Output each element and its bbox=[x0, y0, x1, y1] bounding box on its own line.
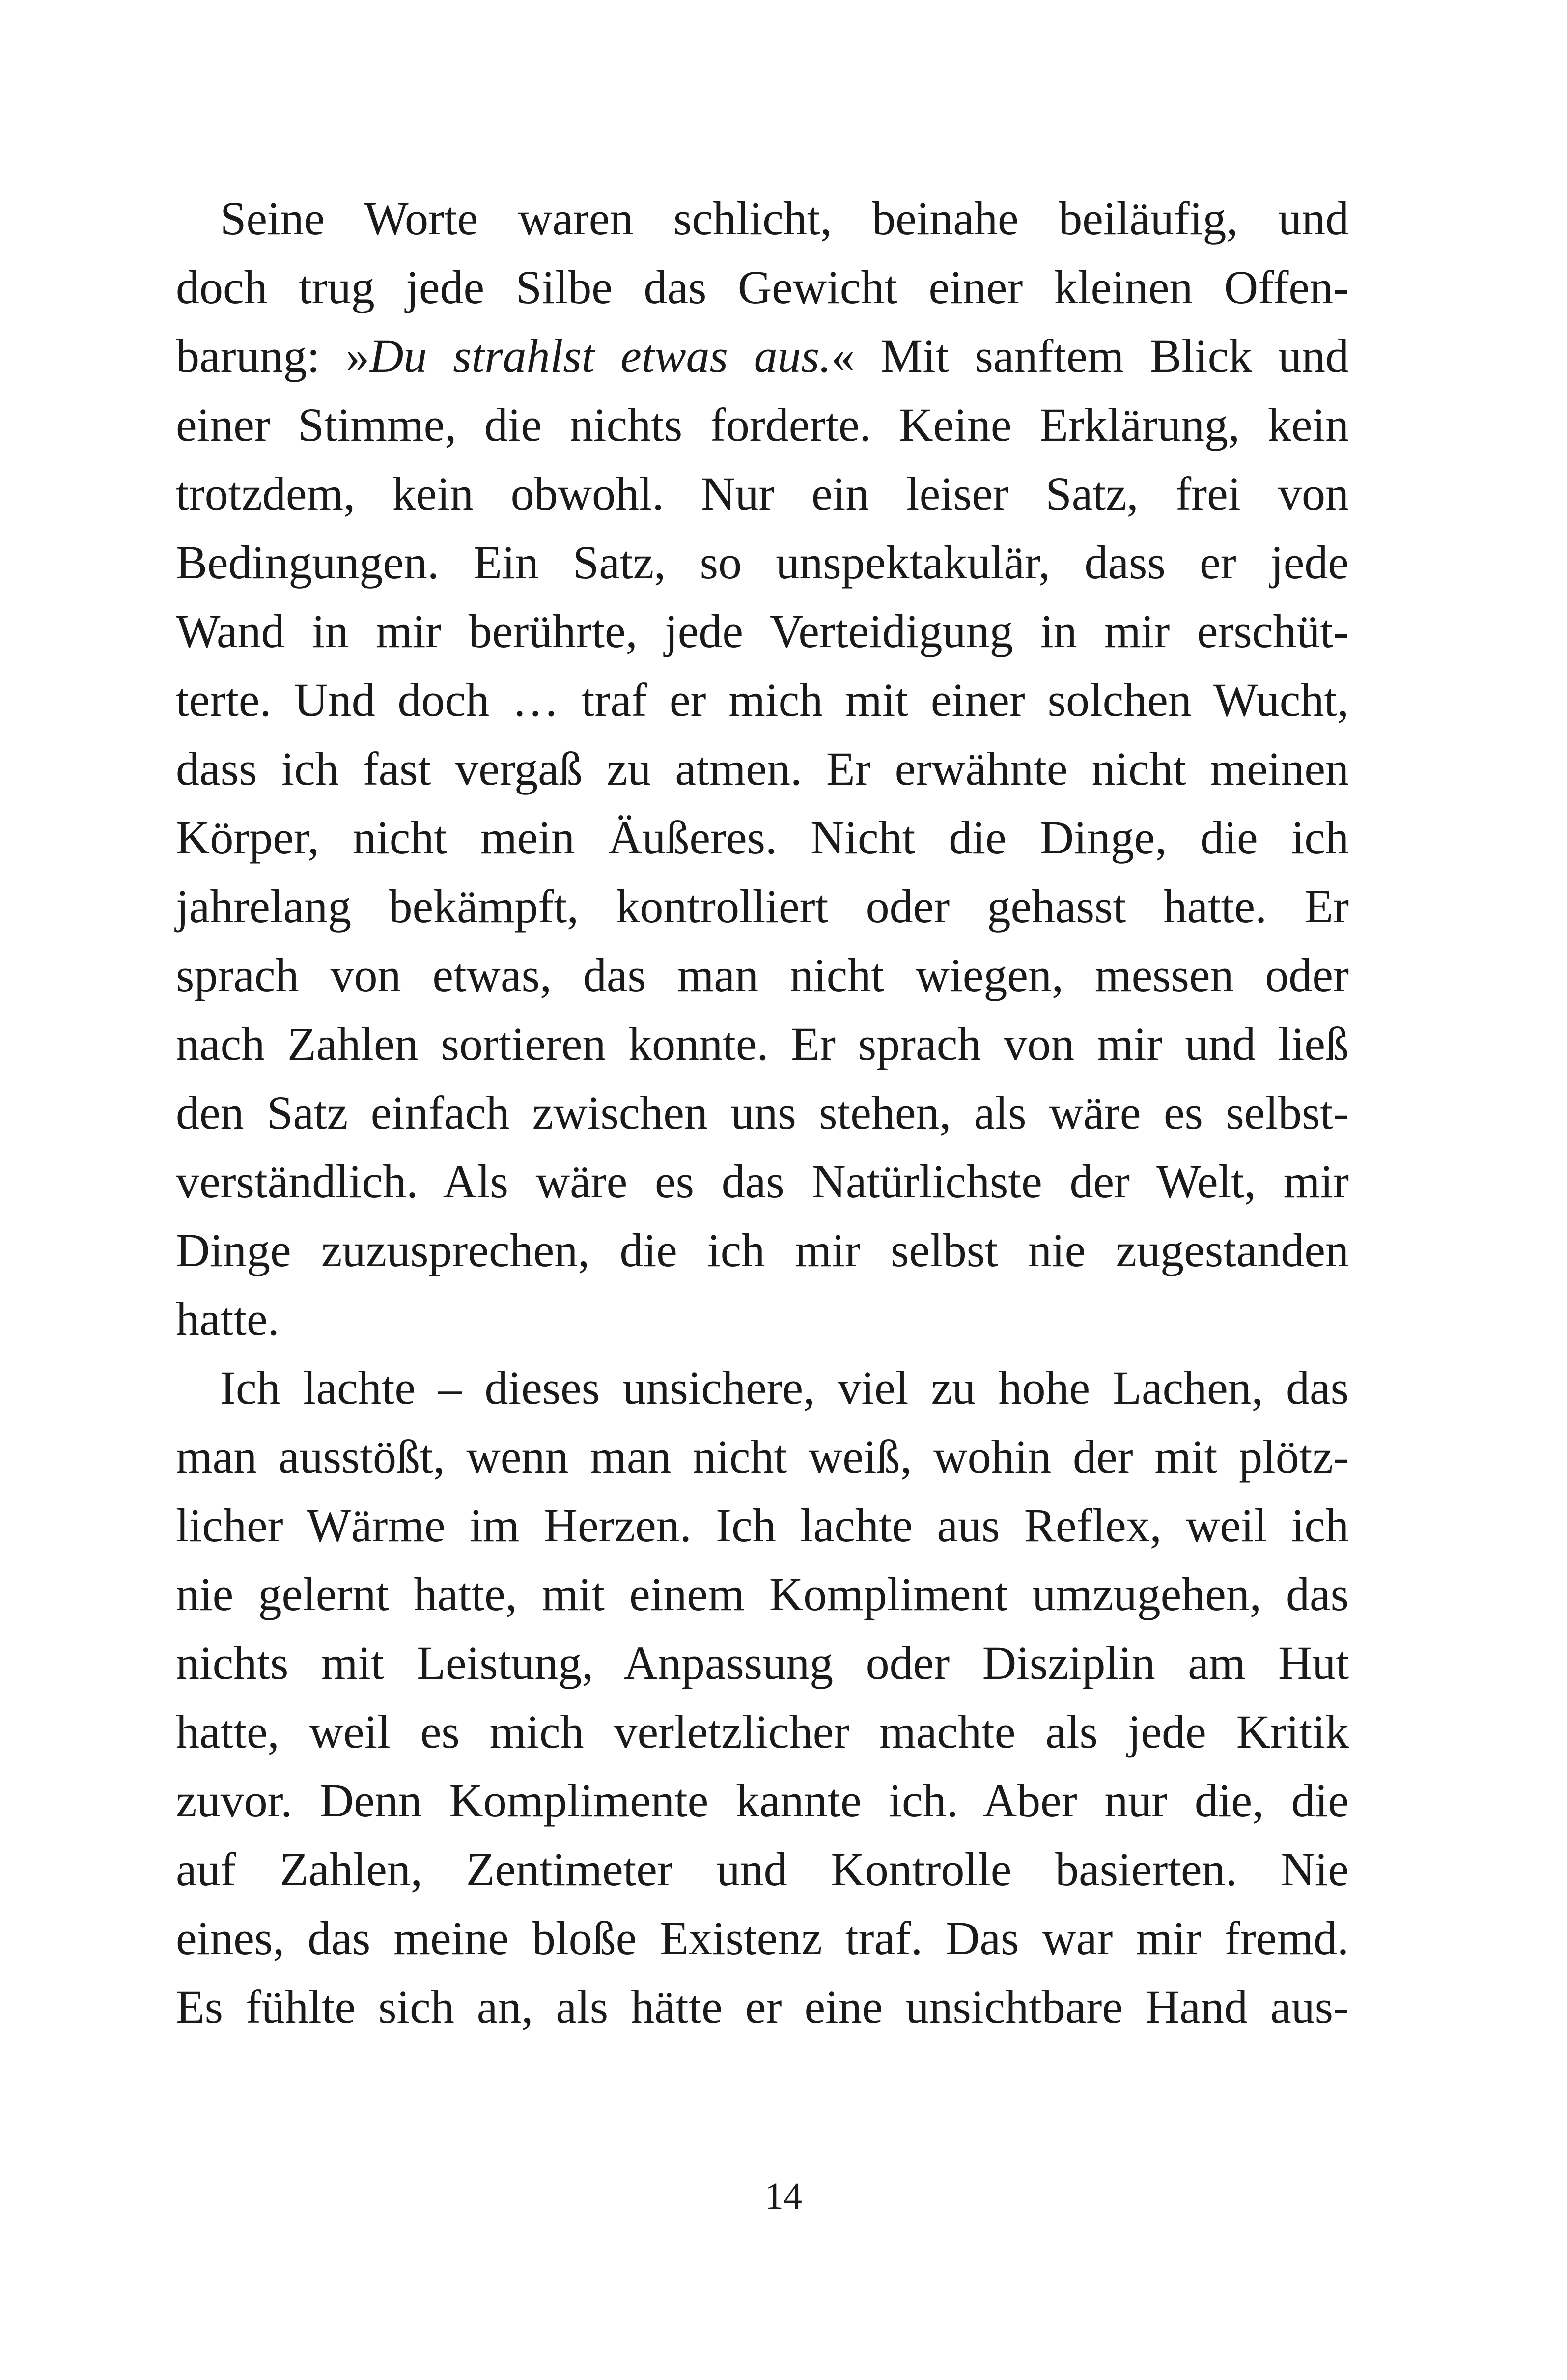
text-line: jahrelang bekämpft, kontrolliert oder gehasst hatte. Er bbox=[176, 880, 1349, 933]
text-line: einer Stimme, die nichts forderte. Keine Erklärung, kein bbox=[176, 398, 1349, 451]
text-line: Dinge zuzusprechen, die ich mir selbst nie zugestanden bbox=[176, 1224, 1349, 1276]
text-line: licher Wärme im Herzen. Ich lachte aus Reflex, weil ich bbox=[176, 1499, 1349, 1552]
text-line: den Satz einfach zwischen uns stehen, als wäre es selbst- bbox=[176, 1086, 1349, 1139]
text-line: Körper, nicht mein Äußeres. Nicht die Dinge, die ich bbox=[176, 811, 1349, 864]
paragraph bbox=[176, 1354, 1349, 2041]
text-line: hatte, weil es mich verletzlicher machte als jede Kritik bbox=[176, 1705, 1349, 1758]
text-line: auf Zahlen, Zentimeter und Kontrolle basierten. Nie bbox=[176, 1843, 1349, 1896]
text-line: trotzdem, kein obwohl. Nur ein leiser Satz, frei von bbox=[176, 467, 1349, 520]
text-line: man ausstößt, wenn man nicht weiß, wohin der mit plötz- bbox=[176, 1430, 1349, 1483]
text-line: nichts mit Leistung, Anpassung oder Disziplin am Hut bbox=[176, 1637, 1349, 1689]
page-number: 14 bbox=[765, 2176, 802, 2217]
text-line: hatte. bbox=[176, 1293, 280, 1345]
text-line: terte. Und doch … traf er mich mit einer solchen Wucht, bbox=[176, 674, 1349, 726]
text-line: sprach von etwas, das man nicht wiegen, messen oder bbox=[176, 949, 1349, 1001]
text-line: doch trug jede Silbe das Gewicht einer kleinen Offen- bbox=[176, 261, 1349, 313]
text-line: dass ich fast vergaß zu atmen. Er erwähnte nicht meinen bbox=[176, 742, 1349, 795]
text-line: Bedingungen. Ein Satz, so unspektakulär, dass er jede bbox=[176, 536, 1349, 589]
text-line: Es fühlte sich an, als hätte er eine unsichtbare Hand aus- bbox=[176, 1981, 1349, 2033]
text-line: nach Zahlen sortieren konnte. Er sprach von mir und ließ bbox=[176, 1018, 1349, 1070]
text-line: Wand in mir berührte, jede Verteidigung in mir erschüt- bbox=[176, 605, 1349, 657]
text-line: zuvor. Denn Komplimente kannte ich. Aber nur die, die bbox=[176, 1774, 1349, 1827]
body-text bbox=[176, 184, 1349, 2041]
paragraph bbox=[176, 184, 1349, 1354]
text-line: Ich lachte – dieses unsichere, viel zu hohe Lachen, das bbox=[220, 1361, 1349, 1414]
text-line: verständlich. Als wäre es das Natürlichste der Welt, mir bbox=[176, 1155, 1349, 1208]
text-line: Seine Worte waren schlicht, beinahe beiläufig, und bbox=[220, 192, 1349, 245]
text-line: barung: »Du strahlst etwas aus.« Mit sanftem Blick und bbox=[176, 330, 1349, 382]
text-line: nie gelernt hatte, mit einem Kompliment umzugehen, das bbox=[176, 1568, 1349, 1620]
quoted-phrase: Du strahlst etwas aus. bbox=[369, 330, 832, 382]
text-line: eines, das meine bloße Existenz traf. Das war mir fremd. bbox=[176, 1912, 1349, 1964]
